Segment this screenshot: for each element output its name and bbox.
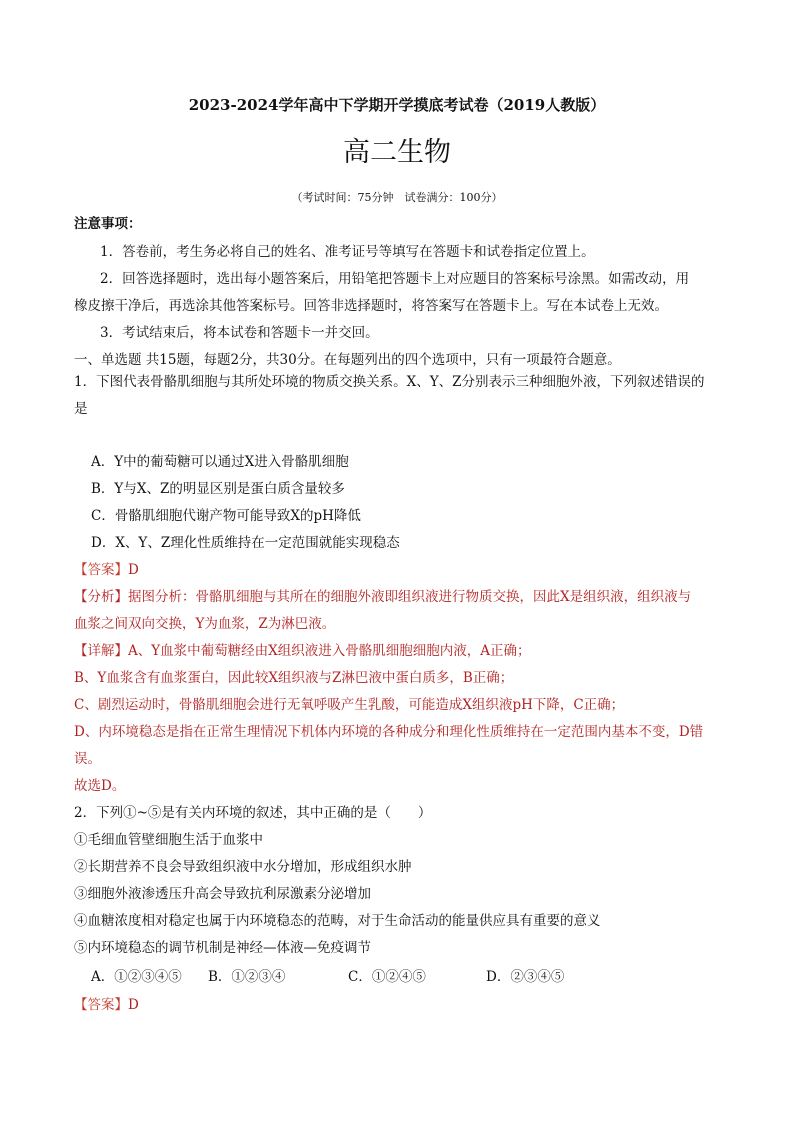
q2-stem: 2．下列①~⑤是有关内环境的叙述，其中正确的是（ ） — [74, 805, 432, 821]
q1-stem-cont: 是 — [74, 401, 88, 417]
q2-answer — [74, 996, 139, 1014]
detail-text-a: A、Y血浆中葡萄糖经由X组织液进入骨骼肌细胞细胞内液，A正确； — [128, 643, 531, 659]
q1-stem: 1．下图代表骨骼肌细胞与其所处环境的物质交换关系。X、Y、Z分别表示三种细胞外液，下列叙述错误的 — [74, 374, 705, 390]
section-heading: 一、单选题 共15题，每题2分，共30分。在每题列出的四个选项中，只有一项最符合题意。 — [74, 352, 621, 368]
notice-item-2-cont: 橡皮擦干净后，再选涂其他答案标号。回答非选择题时，将答案写在答题卡上。写在本试卷上无效。 — [74, 298, 668, 314]
q2-option-a: A．①②③④⑤ — [91, 969, 182, 985]
q2-statement-2: ②长期营养不良会导致组织液中水分增加，形成组织水肿 — [74, 859, 412, 875]
q1-answer — [74, 561, 139, 579]
answer-label: 【答案】 — [74, 997, 128, 1013]
answer-value: D — [128, 562, 139, 578]
q2-statement-5: ⑤内环境稳态的调节机制是神经—体液—免疫调节 — [74, 940, 371, 956]
notice-heading: 注意事项： — [74, 216, 142, 232]
detail-label: 【详解】 — [74, 643, 128, 659]
q1-option-a: A．Y中的葡萄糖可以通过X进入骨骼肌细胞 — [91, 454, 349, 470]
q2-statement-4: ④血糖浓度相对稳定也属于内环境稳态的范畴，对于生命活动的能量供应具有重要的意义 — [74, 913, 601, 929]
q2-statement-1: ①毛细血管壁细胞生活于血浆中 — [74, 832, 263, 848]
q1-option-b: B．Y与X、Z的明显区别是蛋白质含量较多 — [91, 481, 345, 497]
analysis-text: 据图分析：骨骼肌细胞与其所在的细胞外液即组织液进行物质交换，因此X是组织液，组织液与 — [128, 589, 692, 605]
answer-value: D — [128, 997, 139, 1013]
q1-analysis-cont: 血浆之间双向交换，Y为血浆，Z为淋巴液。 — [74, 616, 336, 632]
q2-option-d: D．②③④⑤ — [486, 969, 565, 985]
q2-option-c: C．①②④⑤ — [348, 969, 426, 985]
exam-info: （考试时间：75分钟 试卷满分：100分） — [291, 191, 503, 204]
exam-title: 2023-2024学年高中下学期开学摸底考试卷（2019人教版） — [188, 96, 606, 114]
analysis-label: 【分析】 — [74, 589, 128, 605]
q1-detail-c: C、剧烈运动时，骨骼肌细胞会进行无氧呼吸产生乳酸，可能造成X组织液pH下降，C正确； — [74, 697, 625, 713]
q1-analysis — [74, 588, 691, 606]
answer-label: 【答案】 — [74, 562, 128, 578]
notice-item-3: 3．考试结束后，将本试卷和答题卡一并交回。 — [100, 325, 379, 341]
subject-title: 高二生物 — [343, 137, 451, 168]
q1-option-c: C．骨骼肌细胞代谢产物可能导致X的pH降低 — [91, 508, 361, 524]
q2-option-b: B．①②③④ — [208, 969, 286, 985]
q1-detail-d-cont: 误。 — [74, 751, 101, 767]
q1-detail-d: D、内环境稳态是指在正常生理情况下机体内环境的各种成分和理化性质维持在一定范围内基本不变，D错 — [74, 724, 704, 740]
q1-detail-b: B、Y血浆含有血浆蛋白，因此较X组织液与Z淋巴液中蛋白质多，B正确； — [74, 670, 514, 686]
notice-item-1: 1．答卷前，考生务必将自己的姓名、准考证号等填写在答题卡和试卷指定位置上。 — [100, 244, 595, 260]
q1-option-d: D．X、Y、Z理化性质维持在一定范围就能实现稳态 — [91, 535, 400, 551]
q1-detail — [74, 642, 531, 660]
q1-conclusion: 故选D。 — [74, 778, 126, 794]
notice-item-2: 2．回答选择题时，选出每小题答案后，用铅笔把答题卡上对应题目的答案标号涂黑。如需改动，用 — [100, 271, 690, 287]
q2-statement-3: ③细胞外液渗透压升高会导致抗利尿激素分泌增加 — [74, 886, 371, 902]
